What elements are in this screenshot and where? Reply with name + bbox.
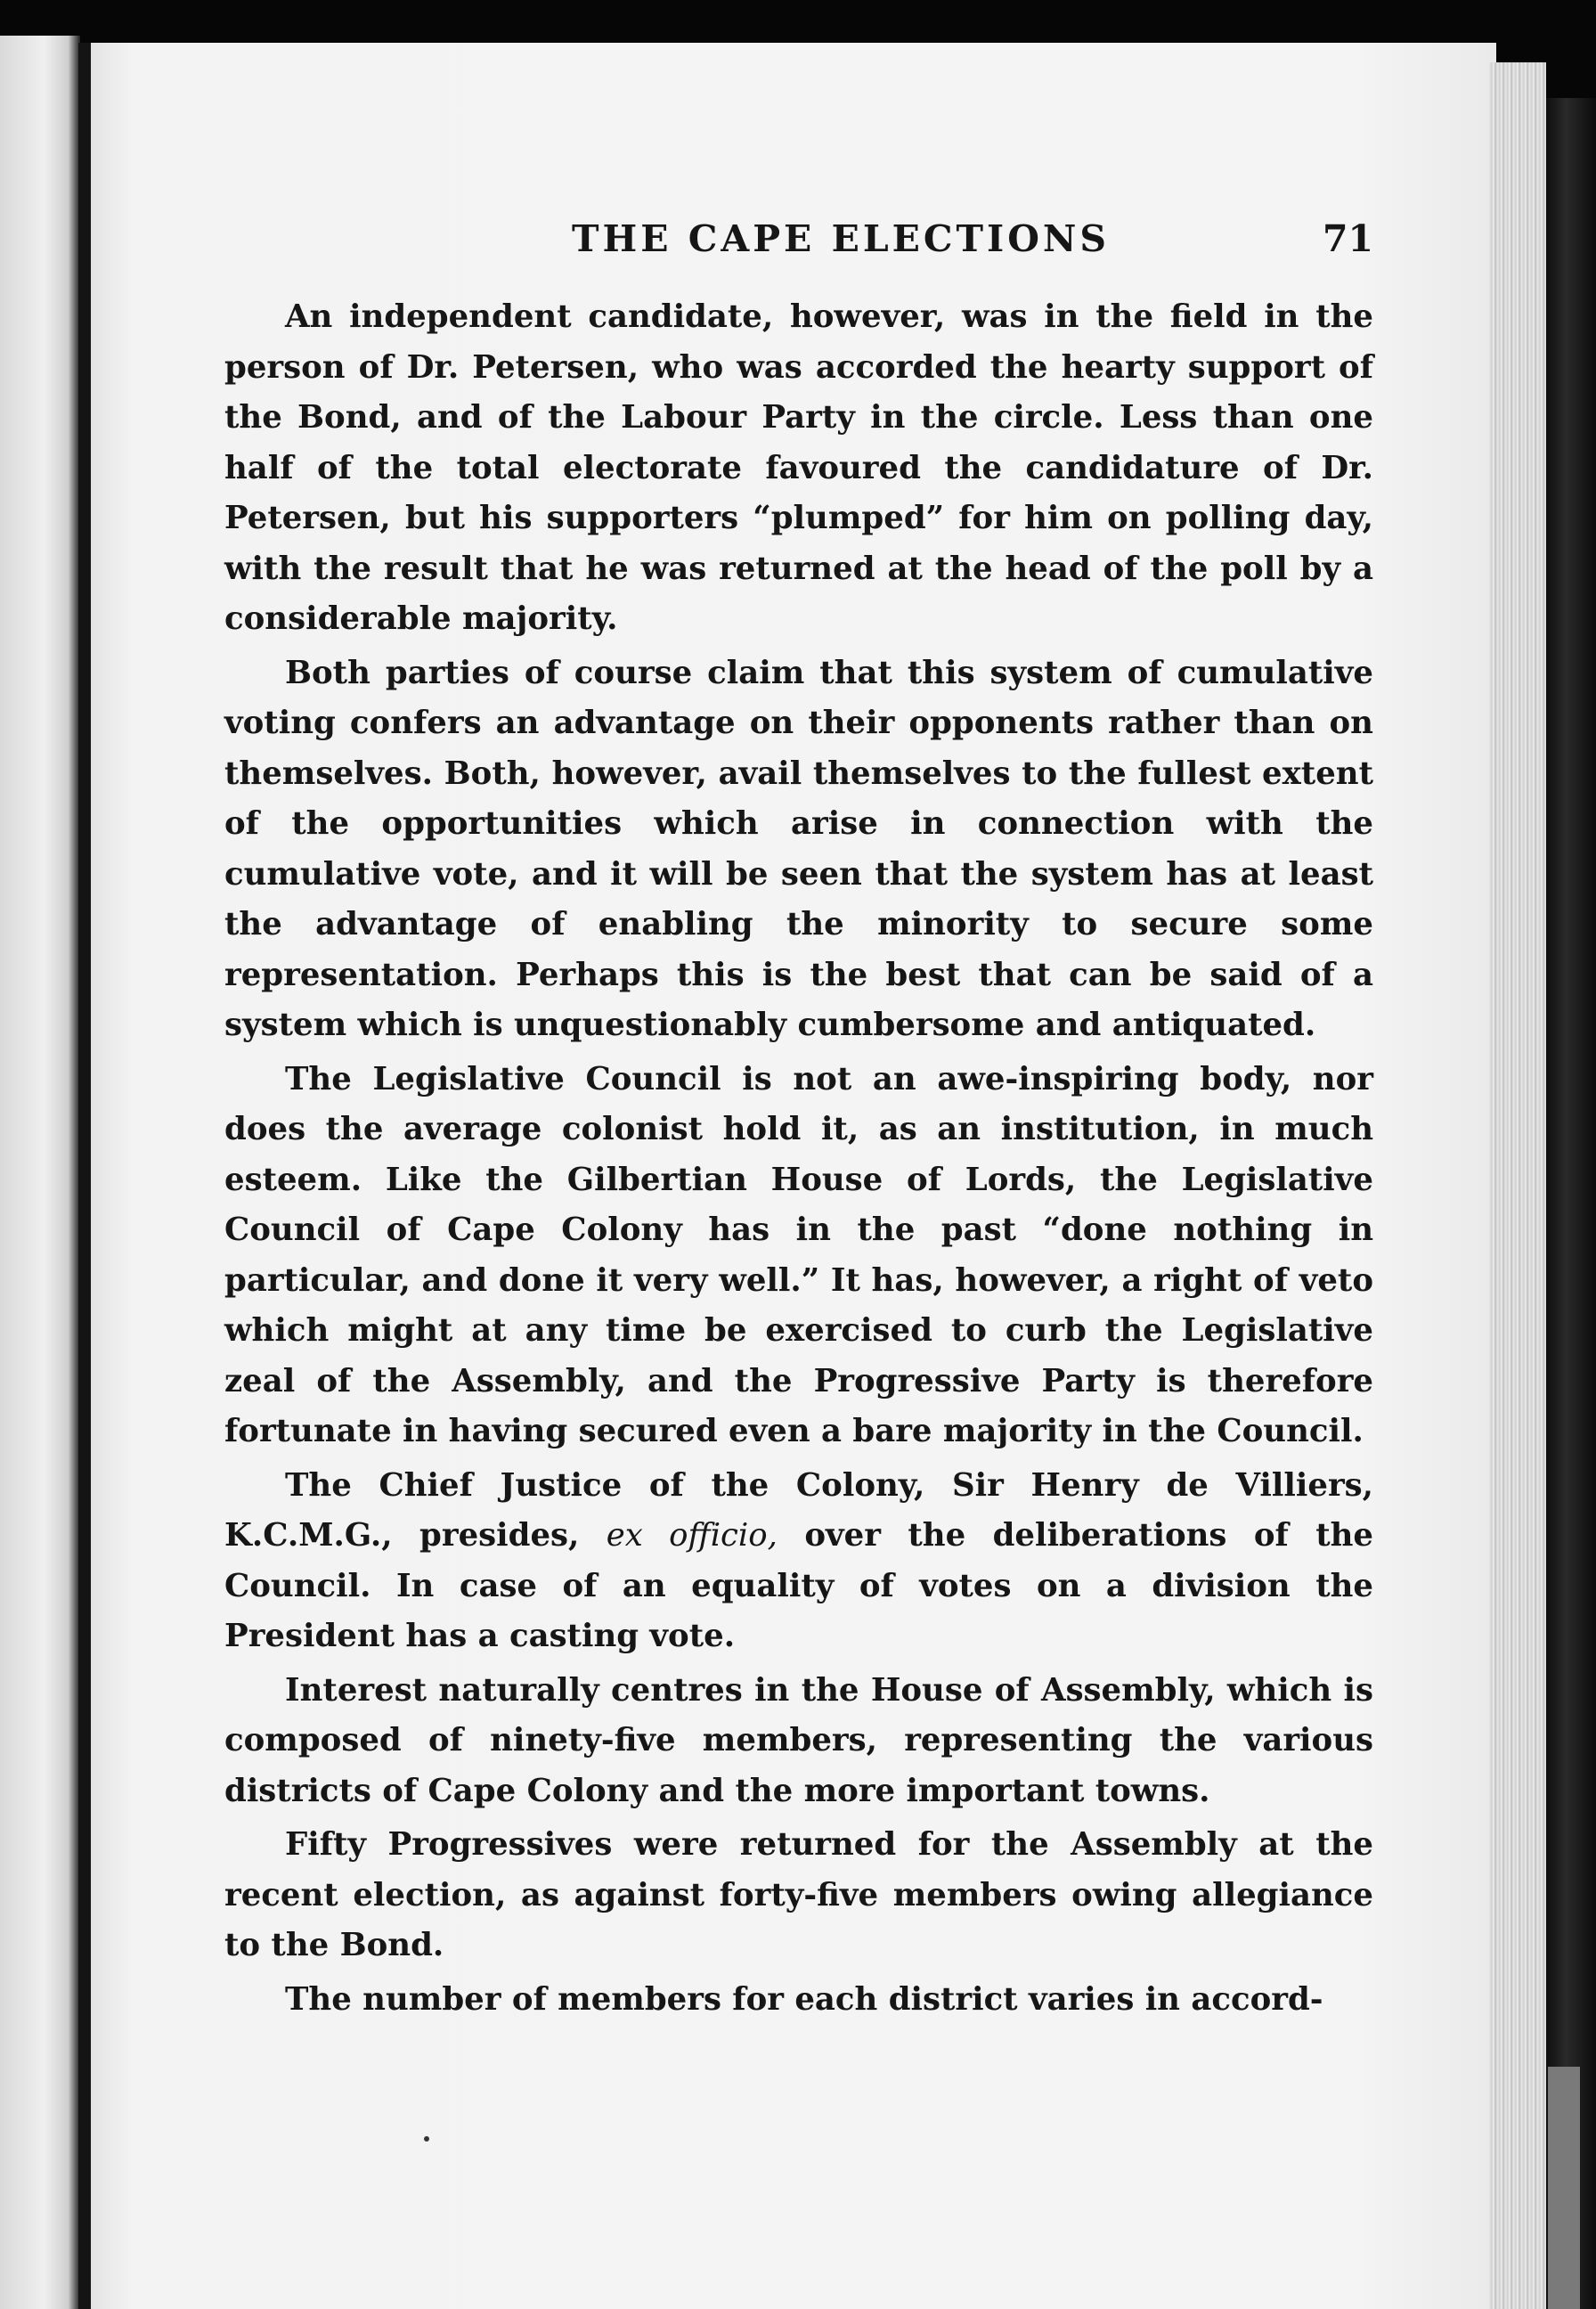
ex-officio-italic: ex officio, — [606, 1517, 778, 1554]
page-number: 71 — [1322, 217, 1373, 260]
paragraph-cumulative-voting: Both parties of course claim that this system of cumulative voting confers an advantage on their opponents rather than on themselves. Both, however, avail themselves to the fullest extent of the opportunities which arise in connection with the cumulative vote, and it will be seen that the system has at least the advantage of enabling the minority to secure some representation. Perhaps this is the best that can be said of a system which is unquestionably cumbersome and antiquated. — [224, 654, 1373, 1043]
paragraph-house-of-assembly: Interest naturally centres in the House of Assembly, which is composed of ninety-five members, representing the various districts of Cape Colony and the more important towns. — [224, 1671, 1373, 1809]
paragraph-progressives-returned: Fifty Progressives were returned for the Assembly at the recent election, as against forty-five members owing allegiance to the Bond. — [224, 1826, 1373, 1963]
chief-justice-text-end: over the deliberations of the Council. In case of an equality of votes on a division the President has a casting vote. — [224, 1517, 1373, 1654]
paragraph-chief-justice — [224, 1461, 1373, 1662]
running-head — [224, 212, 1373, 265]
chief-justice-text-start: The Chief Justice of the Colony, Sir Henry de Villiers, K.C.M.G., presides, — [224, 1466, 1373, 1554]
body-text — [224, 292, 1373, 2028]
paragraph-petersen-candidacy: An independent candidate, however, was in the field in the person of Dr. Petersen, who was accorded the hearty support of the Bond, and of the Labour Party in the circle. Less than one half of the total electorate favoured the candidature of Dr. Petersen, but his supporters “plumped” for him on polling day, with the result that he was returned at the head of the poll by a considerable majority. — [224, 298, 1373, 637]
running-title: THE CAPE ELECTIONS — [572, 217, 1111, 260]
book-page — [91, 43, 1496, 2309]
cover-tab — [1548, 2067, 1580, 2309]
ink-speck — [424, 2136, 429, 2142]
paragraph-legislative-council: The Legislative Council is not an awe-inspiring body, nor does the average colonist hold it, as an institution, in much esteem. Like the Gilbertian House of Lords, the Legislative Council of Cape Colony has in the past “done nothing in particular, and done it very well.” It has, however, a right of veto which might at any time be exercised to curb the Legislative zeal of the Assembly, and the Progressive Party is therefore fortunate in having secured even a bare majority in the Council. — [224, 1060, 1373, 1449]
facing-page-edge — [0, 36, 80, 2309]
book-cover-edge — [1546, 98, 1596, 2309]
paragraph-members-per-district: The number of members for each district varies in accord- — [285, 1980, 1323, 2018]
page-edge-stack — [1489, 62, 1546, 2309]
